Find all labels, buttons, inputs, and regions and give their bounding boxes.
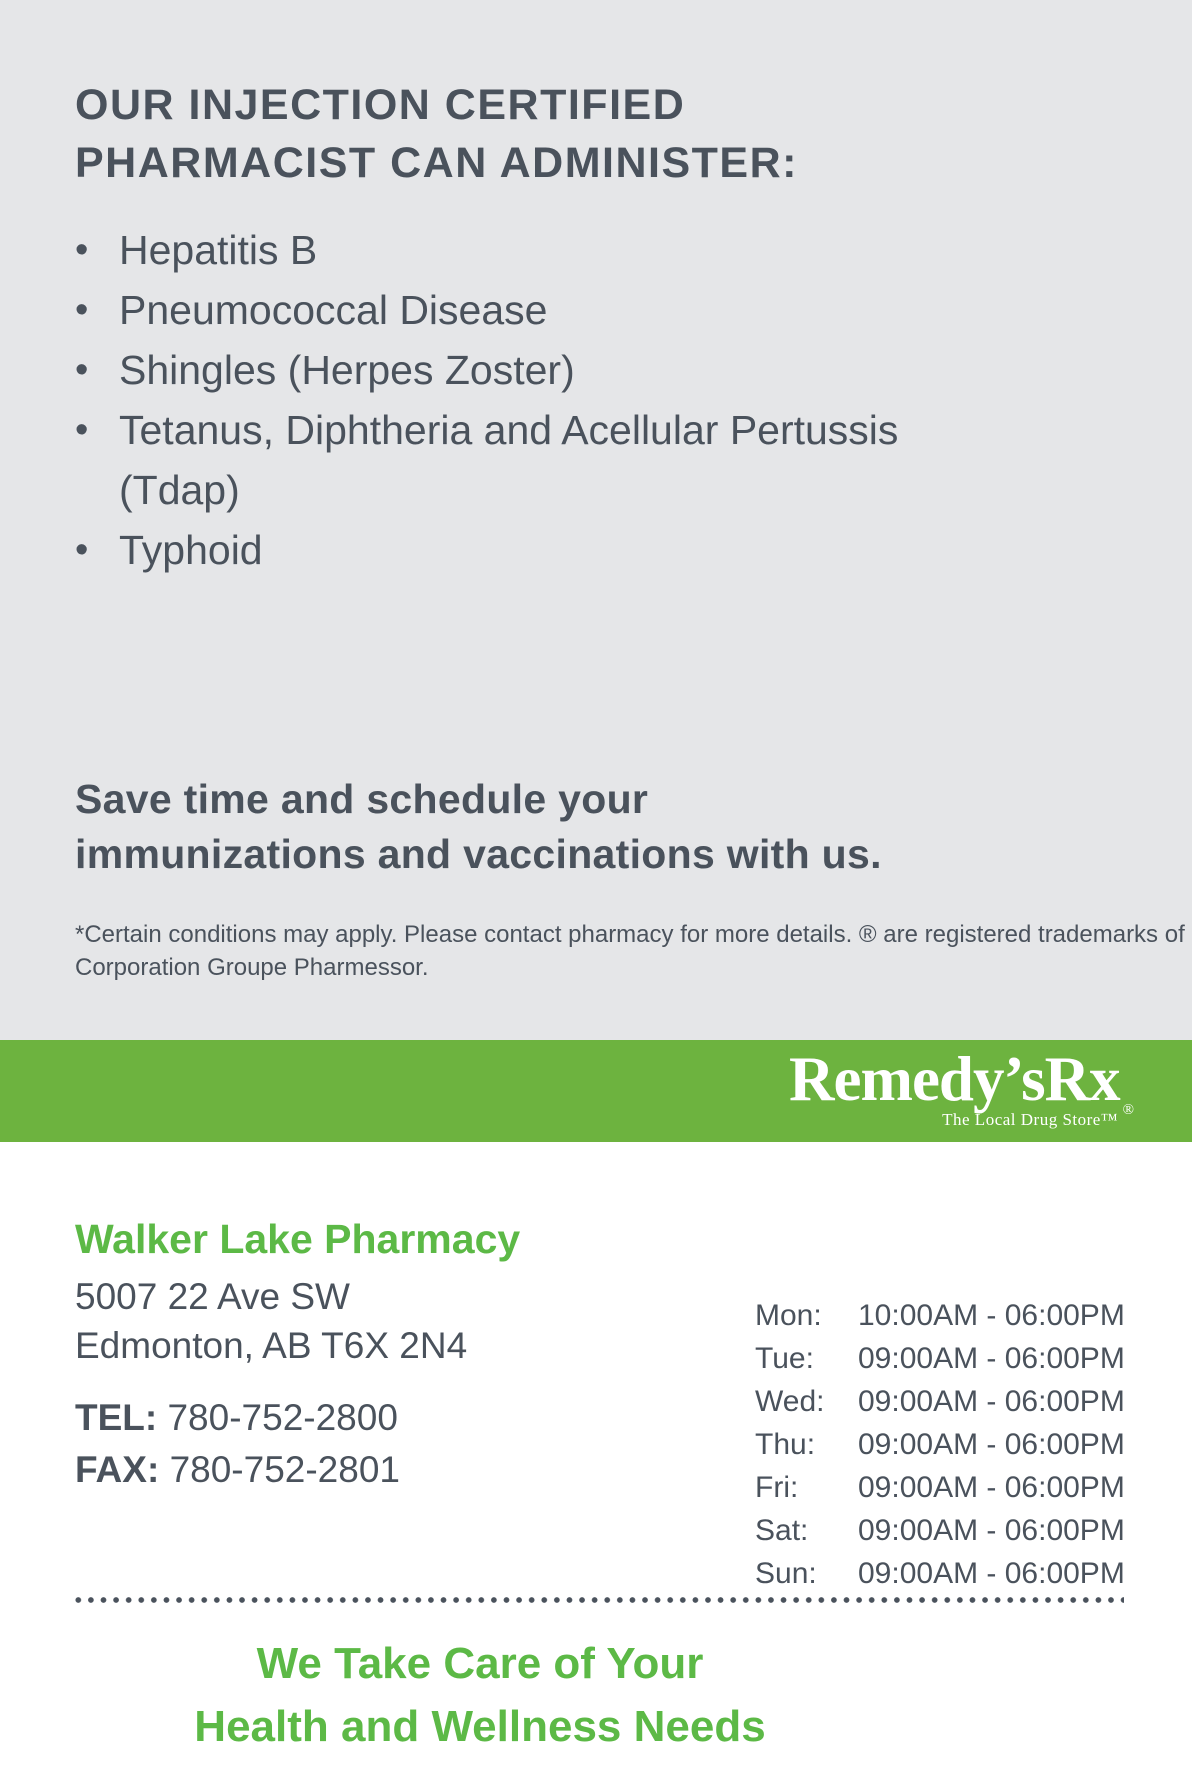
- hours-row-mon: [755, 1294, 1125, 1337]
- disclaimer-text: *Certain conditions may apply. Please contact pharmacy for more details. ® are registered trademarks of Corporation Groupe Pharmessor.: [75, 921, 1185, 981]
- logo-wordmark: Remedy’sRx: [789, 1044, 1120, 1114]
- hours-day: Sat:: [755, 1514, 809, 1547]
- vaccine-item-shingles: • Shingles (Herpes Zoster): [75, 340, 1025, 400]
- hours-row-sat: [755, 1509, 1125, 1552]
- dotted-divider: [72, 1596, 1124, 1604]
- slogan-line2: Health and Wellness Needs: [194, 1702, 766, 1751]
- hours-day: Mon:: [755, 1299, 822, 1332]
- tel-number: 780-752-2800: [167, 1397, 398, 1438]
- remedysrx-logo: [789, 1044, 1134, 1129]
- hours-time: 10:00AM - 06:00PM: [858, 1299, 1125, 1332]
- hours-time: 09:00AM - 06:00PM: [858, 1342, 1125, 1375]
- hours-row-sun: [755, 1552, 1125, 1595]
- headline-line2: PHARMACIST CAN ADMINISTER:: [75, 139, 798, 187]
- hours-day: Wed:: [755, 1385, 825, 1418]
- slogan-line1: We Take Care of Your: [256, 1639, 704, 1688]
- hours-time: 09:00AM - 06:00PM: [858, 1471, 1125, 1504]
- registered-trademark-icon: ®: [1122, 1102, 1134, 1118]
- vaccine-item-pneumococcal: • Pneumococcal Disease: [75, 280, 1025, 340]
- hours-day: Fri:: [755, 1471, 799, 1504]
- pharmacy-name: Walker Lake Pharmacy: [75, 1216, 521, 1262]
- tel-row: [75, 1392, 400, 1444]
- hours-day: Sun:: [755, 1557, 817, 1590]
- fax-label: FAX:: [75, 1449, 160, 1490]
- vaccine-item-hepatitis-b: • Hepatitis B: [75, 220, 1025, 280]
- hours-row-fri: [755, 1466, 1125, 1509]
- slogan: [0, 1632, 960, 1758]
- tel-label: TEL:: [75, 1397, 158, 1438]
- hours-time: 09:00AM - 06:00PM: [858, 1428, 1125, 1461]
- schedule-cta: [75, 772, 882, 882]
- headline-line1: OUR INJECTION CERTIFIED: [75, 81, 686, 129]
- fax-number: 780-752-2801: [169, 1449, 400, 1490]
- headline: [75, 76, 798, 192]
- brand-banner: [0, 1040, 1192, 1142]
- fax-row: [75, 1444, 400, 1496]
- hours-day: Tue:: [755, 1342, 814, 1375]
- hours-time: 09:00AM - 06:00PM: [858, 1557, 1125, 1590]
- address-line1: 5007 22 Ave SW: [75, 1276, 350, 1317]
- cta-line1: Save time and schedule your: [75, 776, 649, 822]
- cta-line2: immunizations and vaccinations with us.: [75, 831, 882, 877]
- phone-numbers: [75, 1392, 400, 1496]
- hours-row-wed: [755, 1380, 1125, 1423]
- hours-row-tue: [755, 1337, 1125, 1380]
- hours-row-thu: [755, 1423, 1125, 1466]
- address-line2: Edmonton, AB T6X 2N4: [75, 1325, 468, 1366]
- vaccine-list: [75, 220, 1025, 580]
- vaccine-item-typhoid: • Typhoid: [75, 520, 1025, 580]
- pharmacy-address: [75, 1272, 467, 1370]
- hours-time: 09:00AM - 06:00PM: [858, 1385, 1125, 1418]
- store-hours: [755, 1294, 1125, 1595]
- hours-time: 09:00AM - 06:00PM: [858, 1514, 1125, 1547]
- hours-day: Thu:: [755, 1428, 816, 1461]
- vaccine-item-tdap: • Tetanus, Diphtheria and Acellular Pertussis (Tdap): [75, 400, 1025, 520]
- logo-tagline: The Local Drug Store™: [942, 1110, 1118, 1129]
